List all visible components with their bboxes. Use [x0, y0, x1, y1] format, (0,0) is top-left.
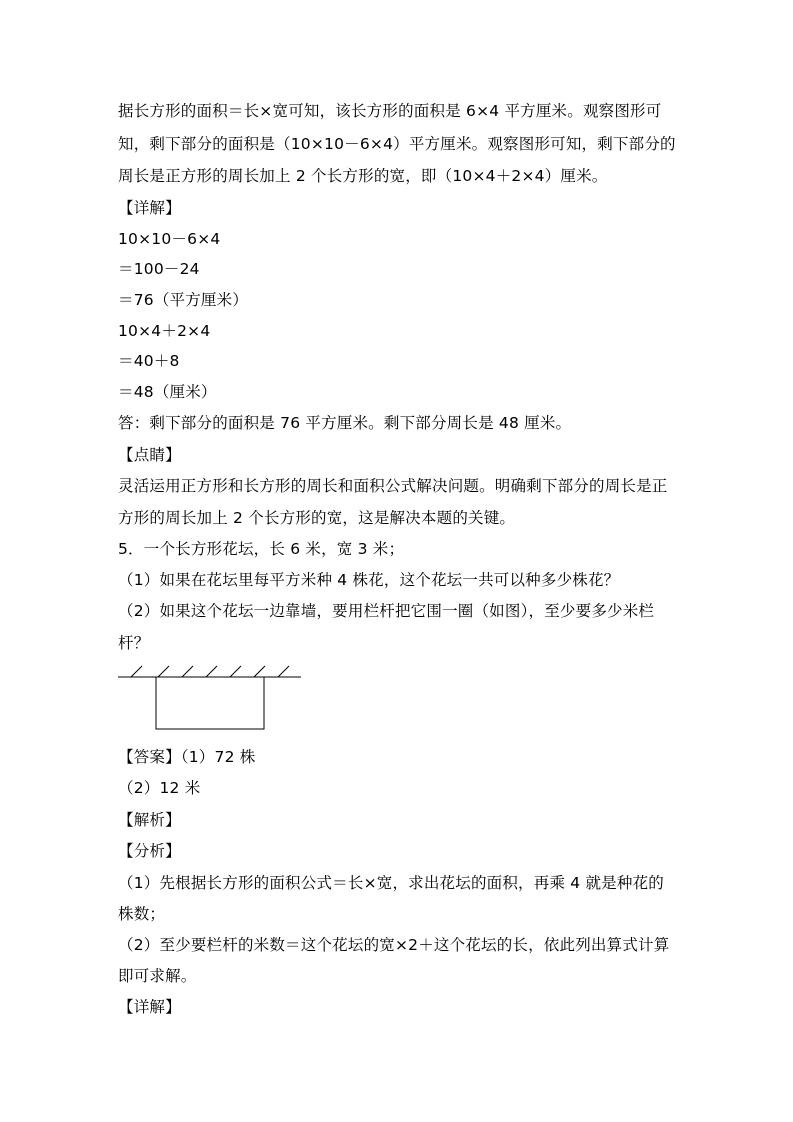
text-line: 方形的周长加上 2 个长方形的宽，这是解决本题的关键。: [118, 509, 516, 527]
wall-hatch: [230, 666, 241, 677]
wall-diagram: [118, 660, 308, 735]
answer-line: 答：剩下部分的面积是 76 平方厘米。剩下部分周长是 48 厘米。: [118, 414, 572, 432]
question-part: （2）如果这个花坛一边靠墙，要用栏杆把它围一圈（如图），至少要多少米栏: [118, 602, 655, 620]
answer-line: 【答案】（1）72 株: [118, 748, 256, 766]
equation-line: ＝40＋8: [118, 352, 180, 370]
section-heading: 【分析】: [118, 842, 181, 860]
section-heading: 【详解】: [118, 199, 181, 217]
wall-hatch: [278, 666, 289, 677]
wall-hatch: [158, 666, 169, 677]
answer-line: （2）12 米: [118, 779, 201, 797]
flower-bed-rectangle: [156, 677, 264, 729]
text-line: 即可求解。: [118, 967, 197, 985]
text-line: （2）至少要栏杆的米数＝这个花坛的宽×2＋这个花坛的长，依此列出算式计算: [118, 936, 670, 954]
wall-hatch: [182, 666, 193, 677]
section-heading: 【解析】: [118, 811, 181, 829]
text-line: 株数；: [118, 905, 166, 923]
section-heading: 【点睛】: [118, 446, 181, 464]
text-line: 杆？: [118, 634, 150, 652]
wall-hatch: [206, 666, 217, 677]
text-line: 周长是正方形的周长加上 2 个长方形的宽，即（10×4＋2×4）厘米。: [118, 167, 608, 185]
equation-line: 10×10－6×4: [118, 230, 221, 248]
equation-line: ＝100－24: [118, 260, 200, 278]
wall-hatch: [254, 666, 265, 677]
text-line: 据长方形的面积＝长×宽可知，该长方形的面积是 6×4 平方厘米。观察图形可: [118, 102, 662, 120]
text-line: 灵活运用正方形和长方形的周长和面积公式解决问题。明确剩下部分的周长是正: [118, 477, 668, 495]
equation-line: ＝48（厘米）: [118, 383, 217, 401]
section-heading: 【详解】: [118, 998, 181, 1016]
text-line: 知，剩下部分的面积是（10×10－6×4）平方厘米。观察图形可知，剩下部分的: [118, 135, 676, 153]
question-part: （1）如果在花坛里每平方米种 4 株花，这个花坛一共可以种多少株花？: [118, 571, 620, 589]
equation-line: 10×4＋2×4: [118, 322, 211, 340]
equation-line: ＝76（平方厘米）: [118, 291, 249, 309]
wall-hatch: [131, 666, 142, 677]
flower-bed-figure: [118, 660, 308, 739]
text-line: （1）先根据长方形的面积公式＝长×宽，求出花坛的面积，再乘 4 就是种花的: [118, 874, 664, 892]
question-title: 5．一个长方形花坛，长 6 米，宽 3 米；: [118, 540, 405, 558]
